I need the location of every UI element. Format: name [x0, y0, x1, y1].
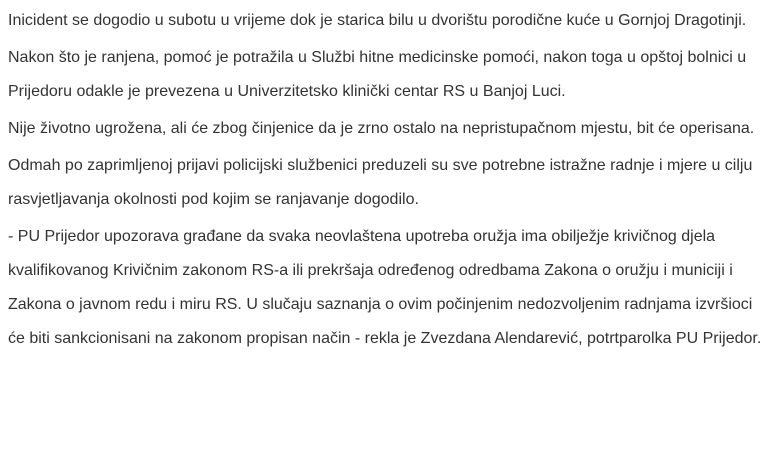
paragraph-warning-quote: - PU Prijedor upozorava građane da svaka neovlaštena upotreba oružja ima obilježje krivičnog djela kvalifikovanog Krivičnim zakonom RS-a ili prekršaja određenog odredbama Zakona o oružju i municiji i Zakona o javnom redu i miru RS. U slučaju saznanja o ovim počinjenim nedozvoljenim radnjama izvršioci će biti sankcionisani na zakonom propisan način - rekla je Zvezdana Alendarević, potrtparolka PU Prijedor.: [8, 228, 762, 347]
paragraph-police-action: Odmah po zaprimljenoj prijavi policijski službenici preduzeli su sve potrebne istražne radnje i mjere u cilju rasvjetljavanja okolnosti pod kojim se ranjavanje dogodilo.: [8, 157, 753, 208]
article-body: [8, 4, 764, 356]
paragraph-incident: Inicident se dogodio u subotu u vrijeme dok je starica bilu u dvorištu porodične kuće u Gornjoj Dragotinji.: [8, 12, 747, 29]
paragraph-condition: Nije životno ugrožena, ali će zbog činjenice da je zrno ostalo na nepristupačnom mjestu, bit će operisana.: [8, 120, 755, 137]
paragraph-medical-help: Nakon što je ranjena, pomoć je potražila u Službi hitne medicinske pomoći, nakon toga u opštoj bolnici u Prijedoru odakle je prevezena u Univerzitetsko klinički centar RS u Banjoj Luci.: [8, 49, 747, 100]
